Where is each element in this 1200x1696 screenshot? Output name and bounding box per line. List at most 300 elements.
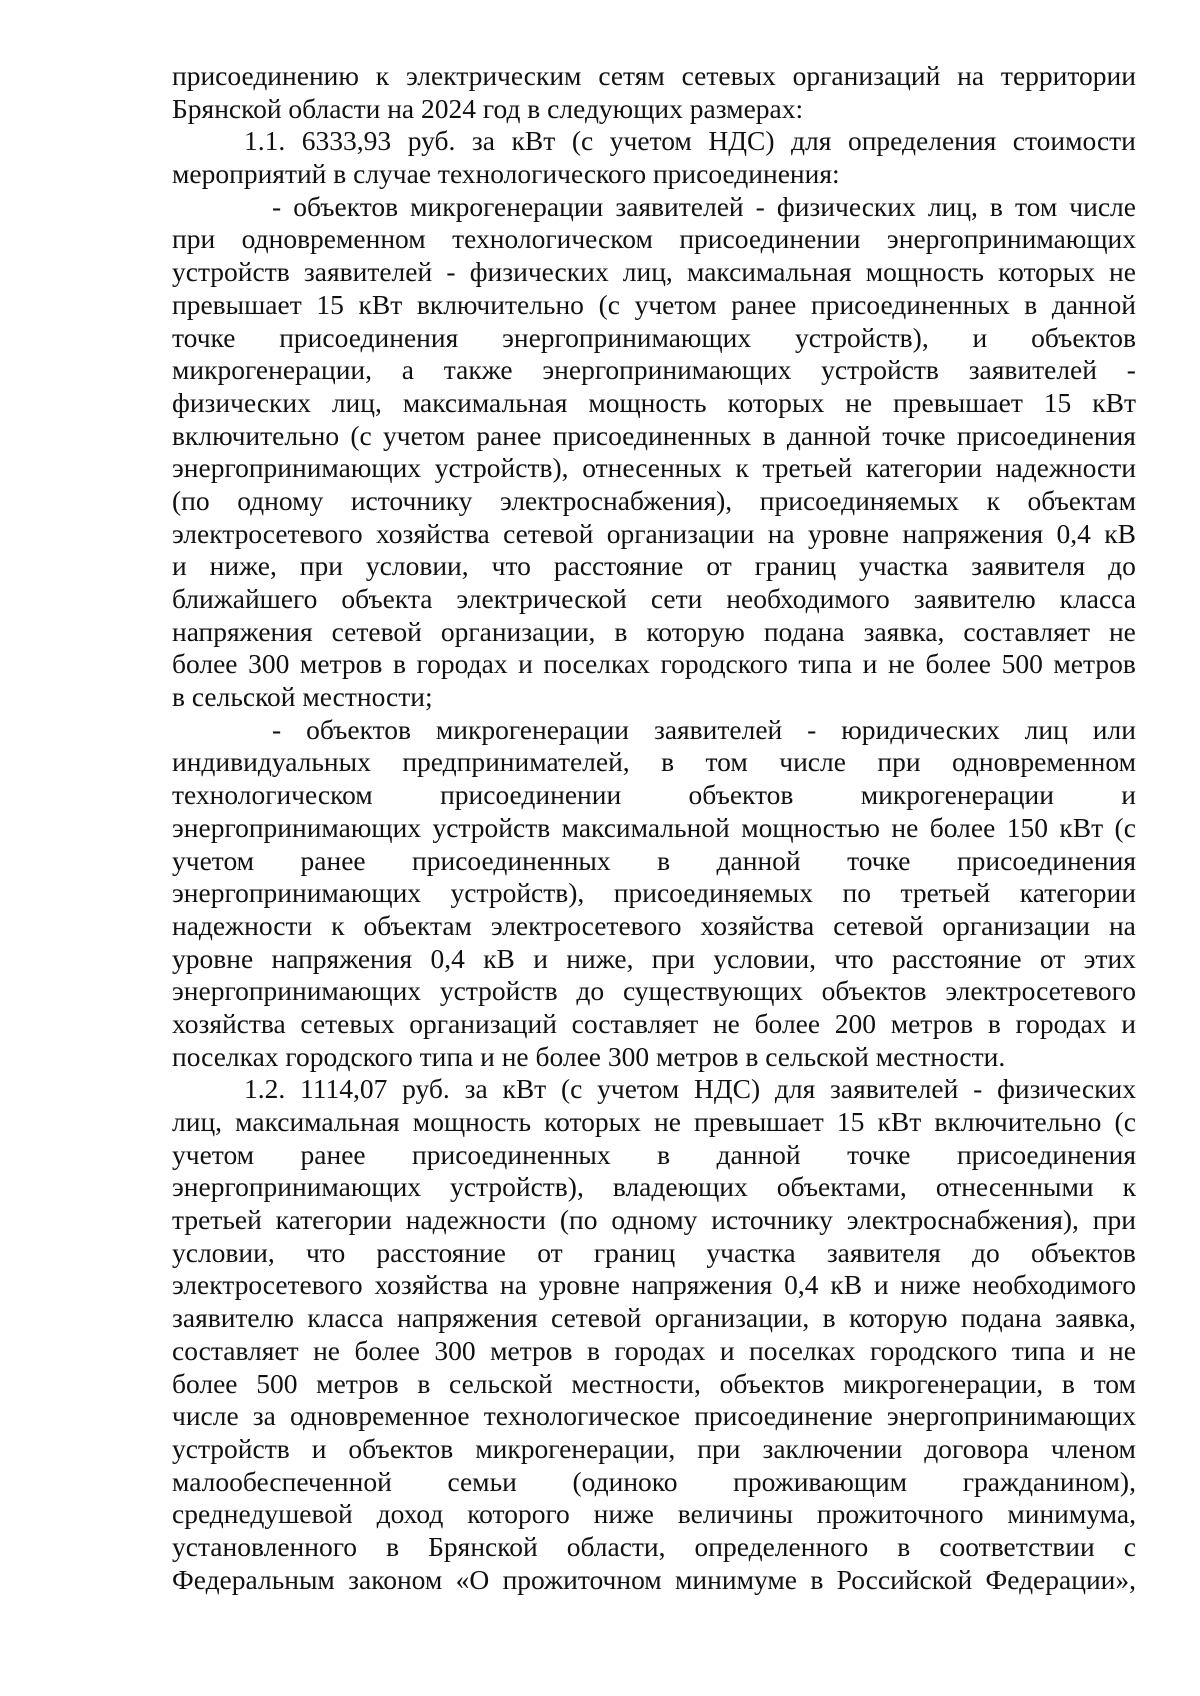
word: к [735,452,749,484]
word: напряжения [397,1302,538,1334]
word: кВт [877,1106,922,1137]
word: физических [776,190,916,222]
word: электросетевого [172,517,363,549]
word: в [1024,288,1038,320]
word: ниже, [566,942,634,974]
word: ближайшего [172,583,318,614]
word: ранее [476,419,542,451]
word: которых [544,1106,641,1137]
word: (с [1114,1106,1136,1137]
word: напряжения [172,615,313,647]
word: объектов [293,190,399,222]
text-line [172,1139,1136,1172]
word: заявителя [826,1236,941,1268]
word: городского [660,648,788,680]
word: технологическом [172,779,373,811]
word: руб. [407,125,456,157]
word: энергопринимающих [502,321,752,353]
word: более [172,648,238,680]
word: заключении [762,1432,903,1464]
word: одновременном [951,746,1136,778]
word: условии, [365,550,469,582]
word: микрогенерации [435,713,630,745]
word: при [1092,1204,1136,1236]
word: 300 [248,648,290,680]
word: сетевых [300,1007,395,1039]
word: присоединения [956,419,1136,451]
word: максимальная [235,1106,400,1137]
word: сетевой [503,517,594,549]
word: лиц [1024,713,1068,745]
word: необходимого [726,583,890,614]
word: числе [779,746,846,778]
word: владеющих [612,1171,748,1203]
word: и [311,1432,327,1464]
word: учетом [172,1138,255,1170]
word: мощностью [741,811,880,843]
word: среднедушевой [172,1498,353,1530]
word: не [845,386,873,418]
word: которых [998,256,1095,288]
word: источнику [711,1204,833,1236]
word: лиц, [331,386,382,418]
word: подана [763,615,845,647]
word: и [972,321,988,353]
word: максимальной [561,811,730,843]
word: энергопринимающих [172,877,422,909]
word: местности, [571,1367,701,1399]
word: превышает [694,1106,824,1137]
word: устройств [172,256,290,288]
word: лиц, [172,1106,223,1137]
word: в [657,844,671,876]
word: для [774,1073,816,1105]
word: одному [611,1204,698,1236]
word: включительно [172,419,340,451]
word: присоединении [440,779,622,811]
word: до [1108,550,1136,582]
word: присоединенных [412,844,611,876]
text-line [172,518,1136,551]
word: класса [1059,583,1136,614]
text-line [172,877,1136,910]
word: категории [275,1204,392,1236]
word: присоединение [694,1400,873,1432]
word: договора [924,1432,1029,1464]
text-line [172,1564,1136,1597]
text-line [172,191,1136,224]
word: точке [882,419,946,451]
word: на [500,1269,527,1301]
word: данной [786,419,871,451]
word: расстояние [376,1236,506,1268]
word: данной [716,844,801,876]
word: категории [865,452,983,484]
word: которых [727,386,825,418]
word: энергопринимающих [886,1400,1136,1432]
word: хозяйства [376,517,490,549]
word: присоединения [279,321,459,353]
word: учетом [382,419,466,451]
word: устройств), [450,1171,584,1203]
word: метров [316,1367,399,1399]
word: до [972,1236,1000,1268]
word: не [654,1106,681,1137]
word: которого [467,1498,570,1530]
word: электросетевого [490,909,682,941]
text-line: поселках городского типа и не более 300 метров в сельской местности. [172,1040,1006,1072]
document-body [172,60,1136,1596]
word: организации, [654,1302,810,1334]
word: кВ [483,942,515,974]
word: в [657,1138,671,1170]
word: на [1108,909,1136,941]
text-line [172,812,1136,845]
word: (с [350,419,372,451]
word: сети [650,583,703,614]
text-line [172,910,1136,943]
text-line [172,779,1136,812]
word: объектов [1031,321,1136,353]
word: одновременном [241,223,426,255]
word: расстояние [553,550,684,582]
word: сетевых [681,60,776,91]
word: заявителей [303,256,433,288]
word: от [537,1236,563,1268]
word: электроснабжения), [500,484,733,516]
word: превышает [172,288,302,320]
word: за [464,1073,488,1105]
word: хозяйства [172,1007,286,1039]
word: существующих [622,975,803,1007]
word: лиц, [622,256,673,288]
word: малообеспеченной [172,1465,392,1497]
word: лиц, [927,190,978,222]
word: электроснабжения), [846,1204,1079,1236]
word: при [172,223,216,255]
text-line [172,1073,1136,1106]
word: присоединяемых [759,484,959,516]
word: том [705,746,748,778]
word: городах [614,1334,706,1366]
text-line [172,1433,1136,1466]
word: также [443,354,513,386]
word: метров [490,1334,573,1366]
word: технологическое [483,1400,681,1432]
word: при [877,746,921,778]
word: уровне [807,517,890,549]
word: организаций [409,1007,557,1039]
word: максимальная [686,256,852,288]
word: присоединении [679,223,861,255]
word: минимума, [1007,1498,1136,1530]
word: энергопринимающих [542,354,792,386]
word: определенного [694,1530,869,1562]
word: энергопринимающих [886,223,1136,255]
text-line [172,223,1136,256]
word: руб. [402,1073,450,1105]
word: электросетевого [172,1269,363,1301]
word: третьей [900,877,991,909]
word: напряжения [902,517,1044,549]
word: энергопринимающих [172,452,422,484]
word: не [712,1007,740,1039]
text-line [172,648,1136,681]
text-line [172,387,1136,420]
word: заявителей [830,1073,959,1105]
word: электросетевого [945,975,1136,1007]
word: заявителей [653,713,783,745]
word: отнесенных [582,452,722,484]
word: не [1108,615,1136,647]
word: заявка, [1055,1302,1136,1334]
word: поселках [749,1334,856,1366]
word: числе [172,1400,239,1432]
word: не [887,648,915,680]
word: которую [646,615,745,647]
word: за [471,125,495,157]
word: сетевой [833,909,924,941]
word: 15 [316,288,344,320]
word: хозяйства [700,909,815,941]
word: для [791,125,832,157]
word: учетом [597,1073,680,1105]
word: технологическом [452,223,653,255]
text-line [172,420,1136,453]
text-line [172,714,1136,747]
word: кВт [502,1073,547,1105]
word: по [842,877,871,909]
word: устройств [172,1432,290,1464]
text-line [172,1335,1136,1368]
word: доход [376,1498,444,1530]
word: сетевой [551,1302,642,1334]
text-line [172,1237,1136,1270]
word: включительно [416,288,584,320]
word: более [172,1367,238,1399]
word: кВт [1092,386,1136,418]
text-line [172,289,1136,322]
word: заявка, [863,615,945,647]
word: сельской [449,1367,553,1399]
word: в [392,648,406,680]
word: предпринимателей, [402,746,630,778]
word: присоединенных [810,288,1010,320]
word: расстояние [892,942,1022,974]
word: объектами, [776,1171,907,1203]
word: объектов [719,1367,825,1399]
word: подана [960,1302,1042,1334]
word: объекта [341,583,433,614]
word: заявителей [615,190,744,222]
word: к [1122,1171,1136,1203]
word: точке [172,321,236,353]
word: объектов [821,975,927,1007]
word: и [518,648,533,680]
text-line: Брянской области на 2024 год в следующих размерах: [172,92,804,124]
text-line [172,1269,1136,1302]
word: кВт [358,288,403,320]
word: семьи [447,1465,517,1497]
word: ниже [900,1269,961,1301]
word: учетом [172,844,255,876]
word: 0,4 [784,1269,819,1301]
word: присоединения [956,844,1136,876]
word: условии, [172,1236,275,1268]
word: (с [571,125,594,157]
word: объектов [348,1432,454,1464]
word: что [491,550,531,582]
word: отнесенными [935,1171,1094,1203]
word: сетям [598,60,665,91]
word: членом [1050,1432,1136,1464]
word: уровне [538,1269,620,1301]
text-line [172,485,1136,518]
text-line [172,1171,1136,1204]
word: (одиноко [572,1465,678,1497]
word: в [386,1530,400,1562]
text-line [172,943,1136,976]
word: физических [997,1073,1136,1105]
word: организации [606,517,755,549]
text-line: мероприятий в случае технологического присоединения: [172,158,840,190]
text-line [172,616,1136,649]
word: кВ [830,1269,863,1301]
word: установленного [172,1530,358,1562]
word: минимуме [675,1563,797,1595]
word: физических [172,386,311,418]
word: метров [890,1007,974,1039]
word: класса [307,1302,384,1334]
word: микрогенерации, [172,354,373,386]
word: при [697,1432,741,1464]
word: одному [237,484,324,516]
word: к [375,60,390,91]
text-line [172,1531,1136,1564]
word: электрическим [406,60,582,91]
word: 6333,93 [301,125,392,157]
word: Брянской [428,1530,538,1562]
word: объектам [363,909,472,941]
word: 150 [1006,811,1048,843]
word: ниже [593,1498,654,1530]
word: максимальная [402,386,568,418]
word: (с [1114,811,1136,843]
word: в [1061,1367,1075,1399]
word: том [1014,190,1058,222]
word: данной [716,1138,801,1170]
word: метров [299,648,383,680]
word: до [576,975,605,1007]
word: составляет [571,1007,699,1039]
word: мощность [412,1106,532,1137]
word: городского [869,1334,998,1366]
text-line [172,322,1136,355]
word: и [873,1269,889,1301]
word: источнику [350,484,473,516]
word: от [706,550,732,582]
word: - [807,713,817,745]
word: городах [416,648,508,680]
word: границ [593,1236,676,1268]
word: к [331,909,345,941]
word: 500 [1001,648,1043,680]
word: городах [1015,1007,1107,1039]
word: включительно [934,1106,1102,1137]
word: в [822,1302,836,1334]
word: участка [706,1236,796,1268]
text-line [172,1106,1136,1139]
word: микрогенерации [860,779,1054,811]
word: третьей [762,452,853,484]
word: Федерации», [985,1563,1136,1595]
word: типа [798,648,853,680]
text-line [172,60,1136,93]
text-line [172,1400,1136,1433]
text-line [172,746,1136,779]
word: юридических [841,713,1000,745]
word: в [614,615,628,647]
word: НДС) [708,125,775,157]
word: устройств [821,354,939,386]
word: составляет [963,615,1090,647]
word: при [299,550,343,582]
word: устройств), [434,452,569,484]
word: - [755,190,765,222]
word: 15 [1043,386,1072,418]
word: кВ [1104,517,1136,549]
word: и [172,550,187,582]
word: одновременное [289,1400,470,1432]
text-line [172,354,1136,387]
word: в [897,1530,911,1562]
word: к [986,484,1000,516]
text-line [172,1466,1136,1499]
word: надежности [995,452,1136,484]
word: и [1121,779,1136,811]
word: - [973,1073,983,1105]
word: соответствии [939,1530,1095,1562]
word: Российской [836,1563,973,1595]
word: ниже, [209,550,277,582]
word: участка [859,550,949,582]
text-line [172,125,1136,158]
word: стоимости [1012,125,1136,157]
word: «О [455,1563,490,1595]
word: определения [847,125,997,157]
word: объектов [688,779,794,811]
word: энергопринимающих [172,811,422,843]
text-line [172,975,1136,1008]
text-line [172,1204,1136,1237]
word: на [957,60,985,91]
word: надежности [172,909,313,941]
text-line [172,1008,1136,1041]
word: заявителю [913,583,1036,614]
word: и [1121,1007,1136,1039]
word: заявителей [968,354,1097,386]
word: объектам [1027,484,1136,516]
text-line [172,1498,1136,1531]
word: точке [847,844,911,876]
word: устройств [439,975,558,1007]
word: составляет [172,1334,299,1366]
word: присоединению [172,60,359,91]
word: более [929,811,996,843]
word: величины [677,1498,794,1530]
word: объектов [306,713,411,745]
word: учетом [609,125,692,157]
